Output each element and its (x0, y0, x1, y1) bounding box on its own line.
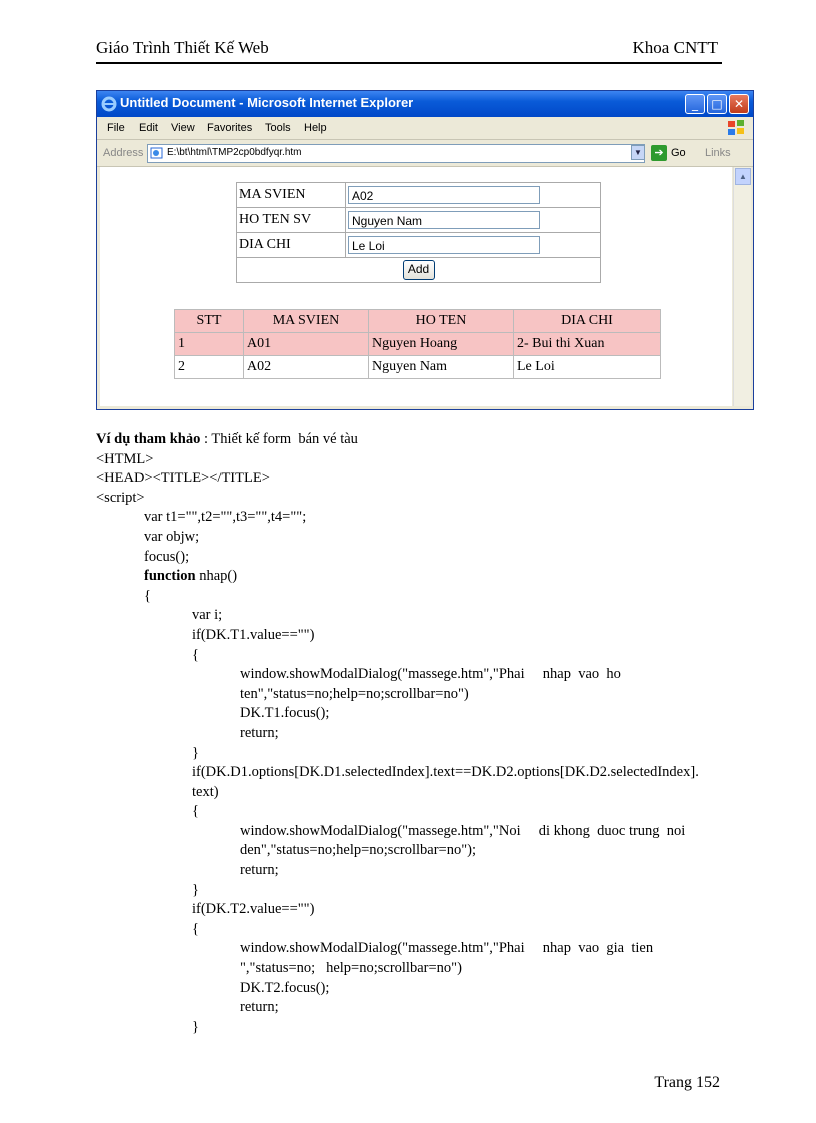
code-line: if(DK.T2.value=="") (192, 901, 315, 918)
code-line: if(DK.T1.value=="") (192, 626, 315, 643)
example-heading: Ví dụ tham khảo : Thiết kế form bán vé tàu (96, 431, 358, 447)
code-line: <HTML> (96, 450, 154, 467)
table-cell: 2- Bui thi Xuan (514, 333, 661, 356)
field-label: HO TEN SV (237, 208, 346, 233)
code-line: { (192, 803, 199, 820)
table-row (175, 356, 661, 379)
code-line: if(DK.D1.options[DK.D1.selectedIndex].text==DK.D2.options[DK.D2.selectedIndex]. (192, 764, 699, 781)
menu-file[interactable]: File (107, 122, 125, 134)
maximize-button[interactable]: □ (707, 94, 727, 114)
menu-help[interactable]: Help (304, 122, 327, 134)
code-line: ten","status=no;help=no;scrollbar=no") (240, 685, 469, 702)
code-line: var objw; (144, 528, 200, 545)
code-line: return; (240, 999, 279, 1016)
code-line: focus(); (144, 548, 190, 565)
table-cell: 1 (175, 333, 244, 356)
field-label: DIA CHI (237, 233, 346, 258)
header-book-title: Giáo Trình Thiết Kế Web (96, 38, 269, 57)
code-line: window.showModalDialog("massege.htm","Phai nhap vao ho (240, 666, 621, 683)
browser-window-screenshot (96, 90, 754, 410)
go-arrow-icon[interactable]: ➔ (651, 145, 667, 161)
code-line: return; (240, 862, 279, 879)
code-line: window.showModalDialog("massege.htm","Phai nhap vao gia tien (240, 940, 654, 957)
address-input[interactable] (147, 144, 645, 163)
window-title: Untitled Document - Microsoft Internet Explorer (120, 95, 414, 110)
student-form (236, 182, 601, 283)
windows-flag-icon (727, 120, 745, 136)
add-button[interactable]: Add (403, 260, 435, 280)
table-cell: Nguyen Nam (369, 356, 514, 379)
close-button[interactable]: ✕ (729, 94, 749, 114)
code-line: DK.T2.focus(); (240, 979, 330, 996)
ma-svien-input[interactable]: A02 (348, 186, 540, 204)
links-button[interactable]: Links (705, 147, 731, 159)
code-line: window.showModalDialog("massege.htm","Noi di khong duoc trung noi (240, 822, 686, 839)
menu-view[interactable]: View (171, 122, 195, 134)
header-cell: MA SVIEN (244, 310, 369, 333)
address-dropdown-button[interactable]: ▼ (631, 145, 645, 160)
address-bar (97, 140, 753, 167)
dia-chi-input[interactable]: Le Loi (348, 236, 540, 254)
code-line: function nhap() (144, 568, 238, 585)
menu-tools[interactable]: Tools (265, 122, 291, 134)
table-cell: A01 (244, 333, 369, 356)
header-department: Khoa CNTT (632, 38, 718, 57)
ho-ten-input[interactable]: Nguyen Nam (348, 211, 540, 229)
window-titlebar (97, 91, 753, 117)
minimize-button[interactable]: _ (685, 94, 705, 114)
code-line: ","status=no; help=no;scrollbar=no") (240, 960, 462, 977)
student-table (174, 309, 661, 379)
header-cell: DIA CHI (514, 310, 661, 333)
code-line: { (192, 920, 199, 937)
code-line: return; (240, 724, 279, 741)
page-content (100, 167, 732, 406)
page-icon (150, 147, 163, 159)
code-line: { (192, 646, 199, 663)
code-line: var t1="",t2="",t3="",t4=""; (144, 509, 307, 526)
table-cell: Nguyen Hoang (369, 333, 514, 356)
go-button[interactable]: Go (671, 147, 686, 159)
address-label: Address (103, 147, 144, 159)
menu-edit[interactable]: Edit (139, 122, 158, 134)
code-line: } (192, 881, 199, 898)
address-text: E:\bt\html\TMP2cp0bdfyqr.htm (167, 147, 302, 158)
code-line: DK.T1.focus(); (240, 705, 330, 722)
code-line: den","status=no;help=no;scrollbar=no"); (240, 842, 476, 859)
table-header-row (175, 310, 661, 333)
form-row (237, 183, 601, 208)
form-row (237, 208, 601, 233)
page-header (96, 38, 722, 64)
code-line: <script> (96, 489, 145, 506)
code-line: } (192, 744, 199, 761)
code-line: { (144, 587, 151, 604)
menu-bar (97, 117, 753, 140)
header-cell: HO TEN (369, 310, 514, 333)
field-label: MA SVIEN (237, 183, 346, 208)
code-line: var i; (192, 607, 223, 624)
header-cell: STT (175, 310, 244, 333)
form-row (237, 233, 601, 258)
code-line: <HEAD><TITLE></TITLE> (96, 470, 270, 487)
vertical-scrollbar[interactable] (733, 167, 751, 406)
code-line: text) (192, 783, 219, 800)
ie-logo-icon (101, 96, 117, 112)
menu-favorites[interactable]: Favorites (207, 122, 253, 134)
table-row (175, 333, 661, 356)
page-number: Trang 152 (654, 1074, 720, 1091)
code-listing (96, 430, 746, 1037)
table-cell: Le Loi (514, 356, 661, 379)
table-cell: 2 (175, 356, 244, 379)
code-line: } (192, 1018, 199, 1035)
scroll-up-icon[interactable]: ▲ (735, 168, 751, 185)
table-cell: A02 (244, 356, 369, 379)
